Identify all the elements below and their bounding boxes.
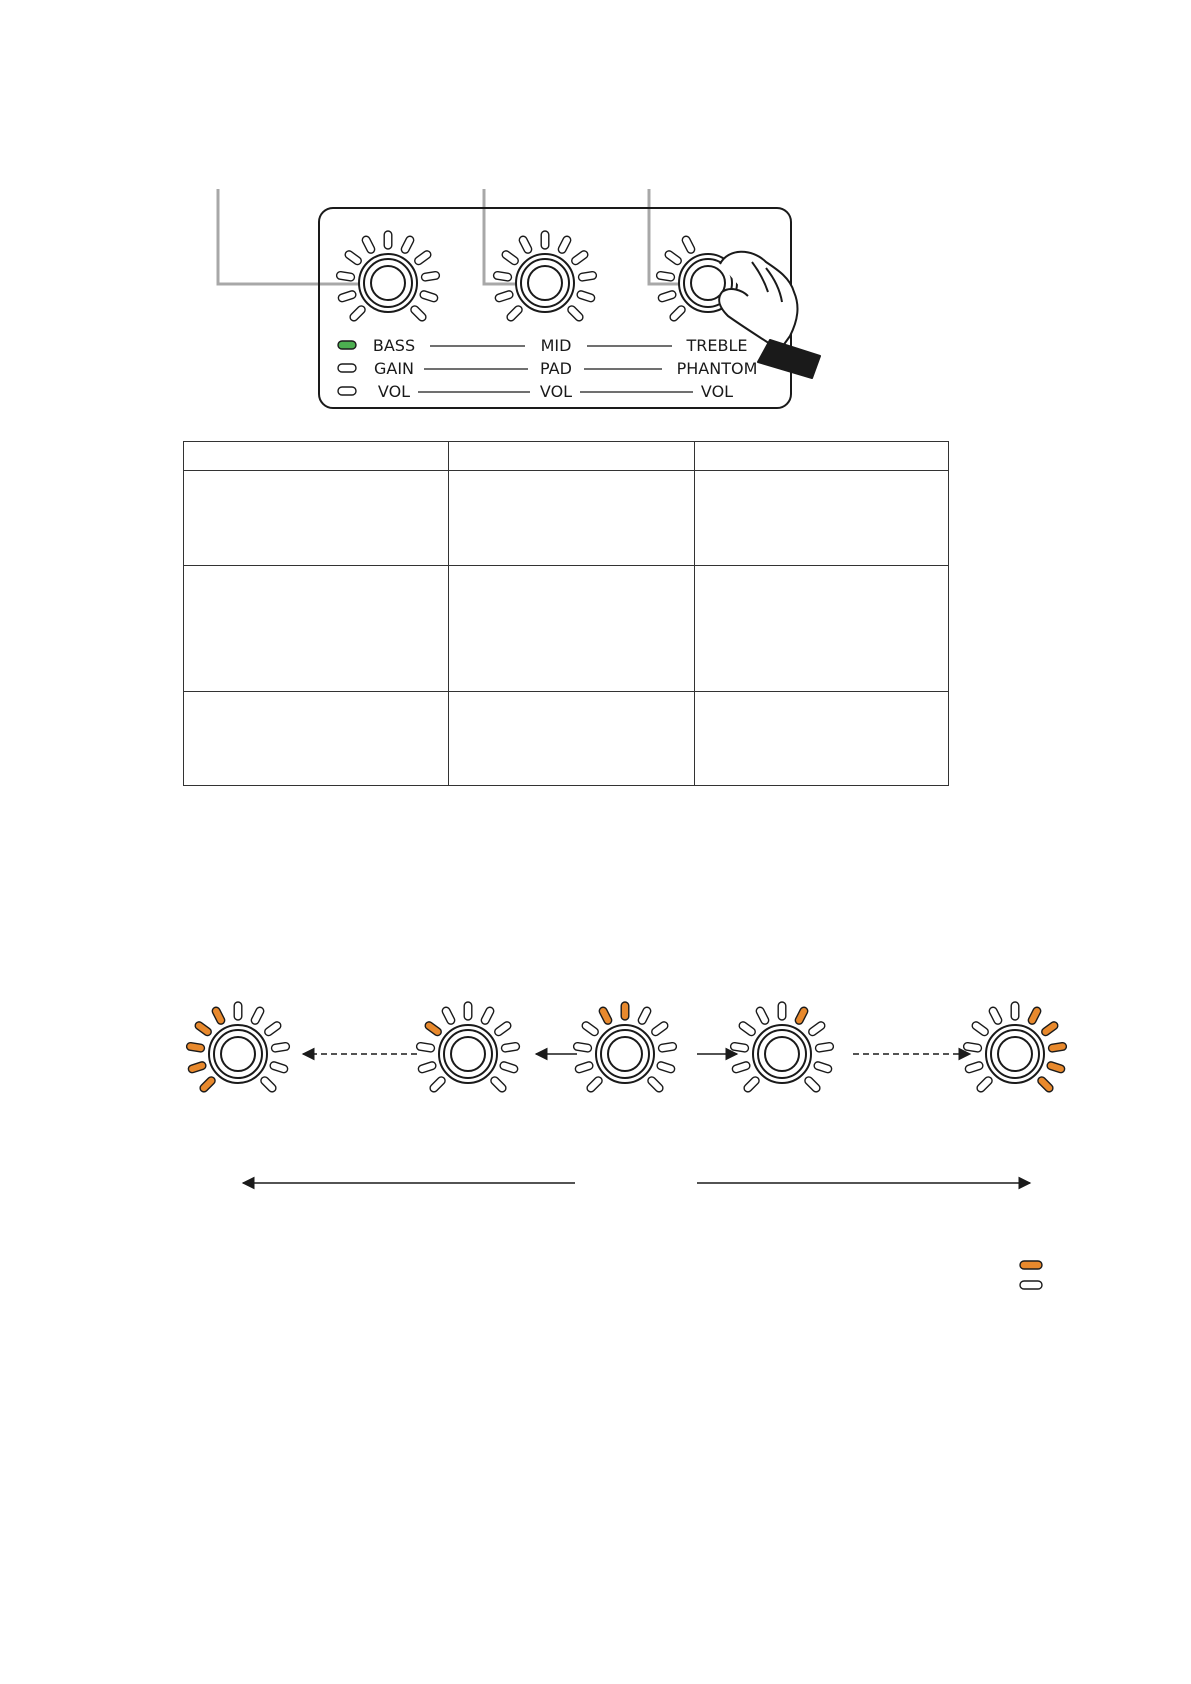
led-segment-unlit <box>501 1042 520 1052</box>
indicator-knob-step-4 <box>730 1002 834 1093</box>
table-cell <box>449 692 695 786</box>
led-segment-unlit <box>971 1020 990 1037</box>
led-segment-unlit <box>421 271 440 281</box>
led-segment-unlit <box>730 1042 749 1052</box>
led-segment-unlit <box>578 271 597 281</box>
led-segment-lit <box>598 1006 613 1025</box>
led-segment-unlit <box>493 1020 512 1037</box>
led-segment-unlit <box>489 1075 507 1093</box>
table-cell <box>184 566 449 692</box>
led-segment-lit <box>621 1002 629 1020</box>
knob-cap <box>371 266 405 300</box>
led-segment-unlit <box>337 290 356 303</box>
led-segment-unlit <box>494 290 513 303</box>
led-segment-unlit <box>400 235 415 254</box>
led-segment-unlit <box>263 1020 282 1037</box>
led-segment-unlit <box>271 1042 290 1052</box>
status-led-green <box>338 341 356 349</box>
led-segment-unlit <box>493 271 512 281</box>
led-segment-lit <box>794 1006 809 1025</box>
knob-cap <box>998 1037 1032 1071</box>
panel-label-rows <box>338 336 757 401</box>
led-segment-unlit <box>361 235 376 254</box>
table-cell <box>695 566 949 692</box>
indicator-knob-step-2 <box>416 1002 520 1093</box>
led-segment-lit <box>186 1042 205 1052</box>
led-segment-unlit <box>574 1061 593 1074</box>
label-phantom: PHANTOM <box>676 359 758 378</box>
led-segment-unlit <box>441 1006 456 1025</box>
led-segment-unlit <box>657 290 676 303</box>
rotary-knob-mid <box>493 231 597 322</box>
led-segment-unlit <box>669 304 687 322</box>
led-segment-unlit <box>573 1042 592 1052</box>
led-segment-unlit <box>570 249 589 266</box>
led-segment-lit <box>1036 1075 1054 1093</box>
status-led-off <box>338 387 356 395</box>
led-segment-unlit <box>988 1006 1003 1025</box>
label-treble: TREBLE <box>686 336 748 355</box>
led-segment-unlit <box>637 1006 652 1025</box>
led-segment-lit <box>1046 1061 1065 1074</box>
led-segment-unlit <box>499 1061 518 1074</box>
knob-cap <box>221 1037 255 1071</box>
led-segment-unlit <box>384 231 392 249</box>
led-segment-unlit <box>480 1006 495 1025</box>
table-cell <box>449 566 695 692</box>
led-segment-lit <box>199 1075 217 1093</box>
knob-cap <box>765 1037 799 1071</box>
rotary-knob-bass <box>336 231 440 322</box>
led-segment-lit <box>424 1020 443 1037</box>
table-cell <box>184 692 449 786</box>
led-segment-lit <box>1040 1020 1059 1037</box>
led-legend <box>1020 1261 1042 1289</box>
table-row <box>184 471 949 566</box>
knob-cap <box>608 1037 642 1071</box>
table-cell <box>184 471 449 566</box>
table-row <box>184 566 949 692</box>
led-segment-unlit <box>419 290 438 303</box>
leader-lines <box>218 189 710 284</box>
label-vol: VOL <box>700 382 734 401</box>
led-segment-unlit <box>815 1042 834 1052</box>
led-segment-unlit <box>656 271 675 281</box>
label-mid: MID <box>540 336 572 355</box>
led-segment-unlit <box>807 1020 826 1037</box>
table-cell <box>184 442 449 471</box>
led-segment-unlit <box>506 304 524 322</box>
led-segment-unlit <box>963 1042 982 1052</box>
led-segment-unlit <box>976 1075 994 1093</box>
led-segment-unlit <box>269 1061 288 1074</box>
led-segment-unlit <box>541 231 549 249</box>
table-cell <box>695 692 949 786</box>
table-row <box>184 692 949 786</box>
label-vol: VOL <box>377 382 411 401</box>
led-segment-unlit <box>731 1061 750 1074</box>
led-segment-unlit <box>413 249 432 266</box>
led-segment-lit <box>1027 1006 1042 1025</box>
led-segment-unlit <box>803 1075 821 1093</box>
led-segment-unlit <box>738 1020 757 1037</box>
led-segment-unlit <box>778 1002 786 1020</box>
spec-table <box>183 441 949 786</box>
table-cell <box>695 442 949 471</box>
table-cell <box>449 471 695 566</box>
led-segment-unlit <box>576 290 595 303</box>
table-header-row <box>184 442 949 471</box>
led-segment-unlit <box>518 235 533 254</box>
led-segment-unlit <box>417 1061 436 1074</box>
led-segment-unlit <box>344 249 363 266</box>
led-segment-unlit <box>658 1042 677 1052</box>
led-segment-lit <box>187 1061 206 1074</box>
led-segment-unlit <box>656 1061 675 1074</box>
legend-unlit-segment <box>1020 1281 1042 1289</box>
led-segment-unlit <box>566 304 584 322</box>
led-segment-unlit <box>813 1061 832 1074</box>
table-cell <box>449 442 695 471</box>
label-gain: GAIN <box>373 359 415 378</box>
led-segment-unlit <box>234 1002 242 1020</box>
led-segment-unlit <box>409 304 427 322</box>
led-segment-unlit <box>416 1042 435 1052</box>
legend-lit-segment <box>1020 1261 1042 1269</box>
label-pad: PAD <box>540 359 572 378</box>
led-segment-unlit <box>650 1020 669 1037</box>
led-segment-unlit <box>1011 1002 1019 1020</box>
led-segment-unlit <box>664 249 683 266</box>
led-segment-unlit <box>501 249 520 266</box>
led-segment-unlit <box>964 1061 983 1074</box>
led-segment-lit <box>1048 1042 1067 1052</box>
led-segment-unlit <box>681 235 696 254</box>
indicator-knob-step-5 <box>963 1002 1067 1093</box>
led-segment-unlit <box>429 1075 447 1093</box>
indicator-knob-step-1 <box>186 1002 290 1093</box>
label-vol: VOL <box>539 382 573 401</box>
led-segment-lit <box>194 1020 213 1037</box>
led-segment-unlit <box>464 1002 472 1020</box>
indicator-knob-step-3 <box>573 1002 677 1093</box>
table-cell <box>695 471 949 566</box>
led-segment-unlit <box>349 304 367 322</box>
led-segment-unlit <box>586 1075 604 1093</box>
label-bass: BASS <box>372 336 416 355</box>
led-segment-unlit <box>259 1075 277 1093</box>
knob-cap <box>528 266 562 300</box>
status-led-off <box>338 364 356 372</box>
led-segment-unlit <box>557 235 572 254</box>
led-segment-unlit <box>250 1006 265 1025</box>
led-segment-lit <box>211 1006 226 1025</box>
knob-cap <box>451 1037 485 1071</box>
led-segment-unlit <box>743 1075 761 1093</box>
led-segment-unlit <box>646 1075 664 1093</box>
led-segment-unlit <box>336 271 355 281</box>
led-segment-unlit <box>581 1020 600 1037</box>
led-segment-unlit <box>755 1006 770 1025</box>
